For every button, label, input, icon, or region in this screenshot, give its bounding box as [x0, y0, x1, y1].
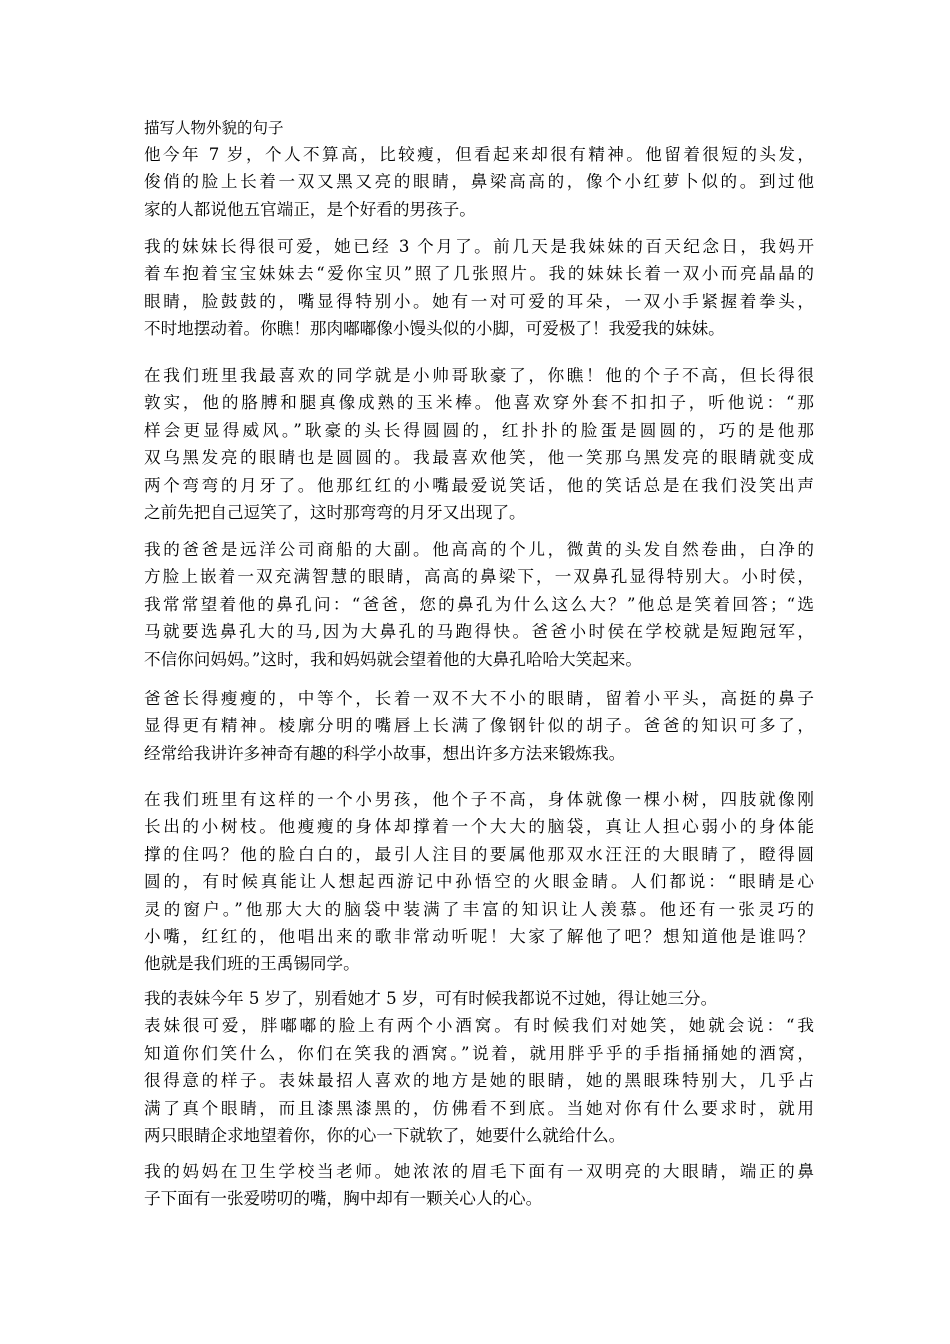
paragraph-line: 灵的窗户。”他那大大的脑袋中装满了丰富的知识让人羡慕。他还有一张灵巧的 [144, 899, 814, 919]
paragraph-7 [144, 985, 814, 1149]
paragraph-line: 我的表妹今年 5 岁了，别看她才 5 岁，可有时候我都说不过她，得让她三分。 [144, 989, 718, 1008]
paragraph-line: 撑的住吗？他的脸白白的，最引人注目的要属他那双水汪汪的大眼睛了，瞪得圆 [144, 844, 814, 864]
paragraph-line: 圆的，有时候真能让人想起西游记中孙悟空的火眼金睛。人们都说：“眼睛是心 [144, 872, 814, 892]
paragraph-3 [144, 362, 814, 526]
paragraph-line: 着车抱着宝宝妹妹去“爱你宝贝”照了几张照片。我的妹妹长着一双小而亮晶晶的 [144, 264, 814, 284]
paragraph-line: 方脸上嵌着一双充满智慧的眼睛，高高的鼻梁下，一双鼻孔显得特别大。小时侯， [144, 567, 814, 587]
paragraph-line: 在我们班里有这样的一个小男孩，他个子不高，身体就像一棵小树，四肢就像刚 [144, 790, 814, 809]
paragraph-8 [144, 1158, 814, 1213]
paragraph-line: 不时地摆动着。你瞧！那肉嘟嘟像小馒头似的小脚，可爱极了！我爱我的妹妹。 [144, 319, 725, 339]
paragraph-2 [144, 233, 814, 343]
paragraph-line: 小嘴，红红的，他唱出来的歌非常动听呢！大家了解他了吧？想知道他是谁吗？ [144, 926, 814, 946]
paragraph-line: 敦实，他的胳膊和腿真像成熟的玉米棒。他喜欢穿外套不扣扣子，听他说：“那 [144, 393, 814, 413]
paragraph-line: 两个弯弯的月牙了。他那红红的小嘴最爱说笑话，他的笑话总是在我们没笑出声 [144, 475, 814, 495]
paragraph-1 [144, 141, 814, 223]
paragraph-line: 家的人都说他五官端正，是个好看的男孩子。 [144, 199, 476, 219]
paragraph-line: 我的爸爸是远洋公司商船的大副。他高高的个儿，微黄的头发自然卷曲，白净的 [144, 540, 814, 559]
paragraph-line: 爸爸长得瘦瘦的，中等个，长着一双不大不小的眼睛，留着小平头，高挺的鼻子 [144, 689, 814, 708]
paragraph-line: 双乌黑发亮的眼睛也是圆圆的。我最喜欢他笑，他一笑那乌黑发亮的眼睛就变成 [144, 448, 814, 468]
document-title: 描写人物外貌的句子 [144, 119, 284, 137]
paragraph-line: 显得更有精神。棱廓分明的嘴唇上长满了像钢针似的胡子。爸爸的知识可多了， [144, 716, 814, 736]
paragraph-line: 我的妹妹长得很可爱，她已经 3 个月了。前几天是我妹妹的百天纪念日，我妈开 [144, 237, 814, 256]
paragraph-line: 子下面有一张爱唠叨的嘴，胸中却有一颗关心人的心。 [144, 1189, 543, 1209]
paragraph-line: 他就是我们班的王禹锡同学。 [144, 954, 360, 974]
paragraph-line: 不信你问妈妈。”这时，我和妈妈就会望着他的大鼻孔哈哈大笑起来。 [144, 649, 642, 669]
paragraph-line: 在我们班里我最喜欢的同学就是小帅哥耿豪了，你瞧！他的个子不高，但长得很 [144, 366, 814, 385]
paragraph-4 [144, 536, 814, 673]
paragraph-line: 经常给我讲许多神奇有趣的科学小故事，想出许多方法来锻炼我。 [144, 743, 626, 763]
paragraph-6 [144, 786, 814, 978]
paragraph-line: 我常常望着他的鼻孔问：“爸爸，您的鼻孔为什么这么大？”他总是笑着回答；“选 [144, 594, 814, 614]
paragraph-5 [144, 685, 814, 767]
paragraph-line: 之前先把自己逗笑了，这时那弯弯的月牙又出现了。 [144, 502, 526, 522]
paragraph-line: 我的妈妈在卫生学校当老师。她浓浓的眉毛下面有一双明亮的大眼睛，端正的鼻 [144, 1162, 814, 1181]
paragraph-line: 他今年 7 岁，个人不算高，比较瘦，但看起来却很有精神。他留着很短的头发， [144, 145, 814, 164]
paragraph-line: 样会更显得威风。”耿豪的头长得圆圆的，红扑扑的脸蛋是圆圆的，巧的是他那 [144, 420, 814, 440]
paragraph-line: 满了真个眼睛，而且漆黑漆黑的，仿佛看不到底。当她对你有什么要求时，就用 [144, 1098, 814, 1118]
paragraph-line: 长出的小树枝。他瘦瘦的身体却撑着一个大大的脑袋，真让人担心弱小的身体能 [144, 817, 814, 837]
paragraph-line: 眼睛，脸鼓鼓的，嘴显得特别小。她有一对可爱的耳朵，一双小手紧握着拳头， [144, 291, 814, 311]
paragraph-line: 马就要选鼻孔大的马,因为大鼻孔的马跑得快。爸爸小时侯在学校就是短跑冠军， [144, 622, 814, 642]
paragraph-line: 知道你们笑什么，你们在笑我的酒窝。”说着，就用胖乎乎的手指捅捅她的酒窝， [144, 1043, 814, 1063]
paragraph-line: 两只眼睛企求地望着你，你的心一下就软了，她要什么就给什么。 [144, 1125, 626, 1145]
paragraph-line: 表妹很可爱，胖嘟嘟的脸上有两个小酒窝。有时候我们对她笑，她就会说：“我 [144, 1016, 814, 1036]
paragraph-line: 俊俏的脸上长着一双又黑又亮的眼睛，鼻梁高高的，像个小红萝卜似的。到过他 [144, 172, 814, 192]
paragraph-line: 很得意的样子。表妹最招人喜欢的地方是她的眼睛，她的黑眼珠特别大，几乎占 [144, 1071, 814, 1091]
